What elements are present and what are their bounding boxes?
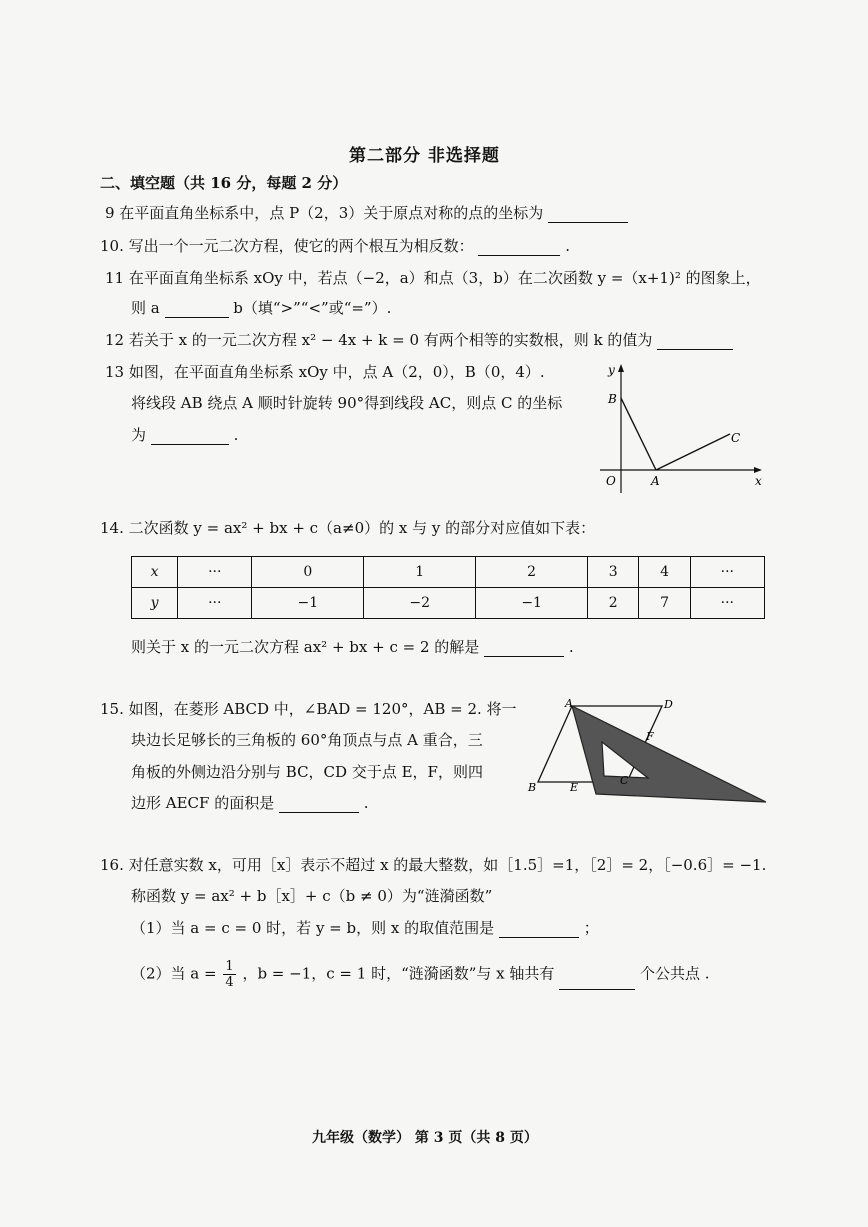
question-14-intro: 14. 二次函数 y = ax² + bx + c（a≠0）的 x 与 y 的部分对应值如下表： <box>100 519 596 537</box>
table-cell: −1 <box>252 588 364 619</box>
question-13-line1: 13 如图，在平面直角坐标系 xOy 中，点 A（2，0），B（0，4）. <box>105 363 545 381</box>
label-o: O <box>606 474 616 488</box>
question-15-line1: 15. 如图，在菱形 ABCD 中，∠BAD = 120°，AB = 2. 将一 <box>100 700 517 718</box>
question-10-end: . <box>565 237 570 255</box>
answer-blank-15[interactable] <box>279 796 359 813</box>
label-e: E <box>570 781 579 794</box>
x-axis-arrow <box>754 467 762 473</box>
figure-13-coordinate-plane <box>590 358 770 498</box>
set-square <box>572 706 766 802</box>
answer-blank-16-1[interactable] <box>499 921 579 938</box>
question-16-part2-c: 个公共点 . <box>639 964 710 983</box>
answer-blank-13[interactable] <box>151 428 229 445</box>
question-11-b: b（填“>”“<”或“=”）. <box>233 299 392 317</box>
table-cell: −1 <box>476 588 588 619</box>
fraction-one-quarter <box>223 959 235 990</box>
value-table <box>131 556 765 619</box>
question-11-line2 <box>131 298 391 318</box>
question-16-part2-b: ，b = −1，c = 1 时，“涟漪函数”与 x 轴共有 <box>242 964 555 983</box>
question-15-line4-text: 边形 AECF 的面积是 <box>131 794 275 812</box>
question-16-part1-end: ； <box>583 919 599 937</box>
label-b: B <box>608 392 617 406</box>
answer-blank-9[interactable] <box>548 206 628 223</box>
table-cell: x <box>132 557 178 588</box>
question-12-text: 12 若关于 x 的一元二次方程 x² − 4x + k = 0 有两个相等的实数根，则 k 的值为 <box>105 331 653 349</box>
label-f: F <box>646 730 654 743</box>
label-c: C <box>731 431 741 445</box>
section-heading: 二、填空题（共 16 分，每题 2 分） <box>100 174 348 192</box>
question-15-line3: 角板的外侧边沿分别与 BC，CD 交于点 E，F，则四 <box>131 763 483 781</box>
question-15-line2: 块边长足够长的三角板的 60°角顶点与点 A 重合，三 <box>131 731 483 749</box>
label-y: y <box>608 363 615 377</box>
table-cell: ··· <box>178 588 252 619</box>
question-14-tail <box>131 637 574 657</box>
page-footer: 九年级（数学） 第 3 页（共 8 页） <box>312 1130 538 1146</box>
table-cell: ··· <box>690 588 764 619</box>
question-16-line1: 16. 对任意实数 x，可用［x］表示不超过 x 的最大整数，如［1.5］=1，［2］= 2，［−0.6］= −1. <box>100 856 767 874</box>
table-cell: 2 <box>476 557 588 588</box>
question-13-wei: 为 <box>131 426 147 444</box>
table-cell: 1 <box>364 557 476 588</box>
y-axis-arrow <box>618 364 624 372</box>
table-cell: y <box>132 588 178 619</box>
answer-blank-14[interactable] <box>484 640 564 657</box>
table-cell: 3 <box>588 557 639 588</box>
question-16-line2: 称函数 y = ax² + b［x］+ c（b ≠ 0）为“涟漪函数” <box>131 887 493 905</box>
question-12 <box>105 330 733 350</box>
part-title: 第二部分 非选择题 <box>349 146 500 166</box>
table-row-x <box>132 557 765 588</box>
answer-blank-10[interactable] <box>478 239 560 256</box>
question-13-end: . <box>233 426 239 444</box>
table-cell: 7 <box>639 588 690 619</box>
table-cell: −2 <box>364 588 476 619</box>
answer-blank-11[interactable] <box>165 301 229 318</box>
label-a: A <box>565 697 573 710</box>
table-row-y <box>132 588 765 619</box>
question-13-line2: 将线段 AB 绕点 A 顺时针旋转 90°得到线段 AC，则点 C 的坐标 <box>131 394 563 412</box>
question-16-part1 <box>131 918 599 938</box>
fraction-numerator: 1 <box>225 959 234 974</box>
table-cell: ··· <box>690 557 764 588</box>
segment-ac <box>656 434 730 470</box>
table-cell: ··· <box>178 557 252 588</box>
label-x: x <box>755 474 762 488</box>
question-10 <box>100 236 570 256</box>
question-14-end: . <box>568 638 574 656</box>
question-9-text: 9 在平面直角坐标系中，点 P（2，3）关于原点对称的点的坐标为 <box>105 204 544 222</box>
label-a: A <box>651 474 660 488</box>
table-cell: 0 <box>252 557 364 588</box>
question-16-part1-text: （1）当 a = c = 0 时，若 y = b，则 x 的取值范围是 <box>131 919 495 937</box>
question-11-a: 则 a <box>131 299 160 317</box>
table-cell: 2 <box>588 588 639 619</box>
figure-15-rhombus-triangle <box>520 694 770 804</box>
question-10-text: 10. 写出一个一元二次方程，使它的两个根互为相反数： <box>100 237 474 255</box>
table-cell: 4 <box>639 557 690 588</box>
question-16-part2-a: （2）当 a = <box>131 964 217 983</box>
question-13-line3 <box>131 425 238 445</box>
label-d: D <box>664 698 673 711</box>
answer-blank-12[interactable] <box>657 333 733 350</box>
segment-ab <box>621 398 656 470</box>
question-9 <box>105 203 628 223</box>
fraction-denominator: 4 <box>225 975 234 990</box>
question-15-end: . <box>363 794 369 812</box>
question-15-line4 <box>131 793 369 813</box>
answer-blank-16-2[interactable] <box>559 973 635 990</box>
label-b: B <box>528 781 537 794</box>
question-14-tail-text: 则关于 x 的一元二次方程 ax² + bx + c = 2 的解是 <box>131 638 480 656</box>
question-11-line1: 11 在平面直角坐标系 xOy 中，若点（−2，a）和点（3，b）在二次函数 y =（x+1)² 的图象上， <box>105 269 761 287</box>
label-c: C <box>620 774 629 787</box>
question-16-part2 <box>131 959 710 990</box>
